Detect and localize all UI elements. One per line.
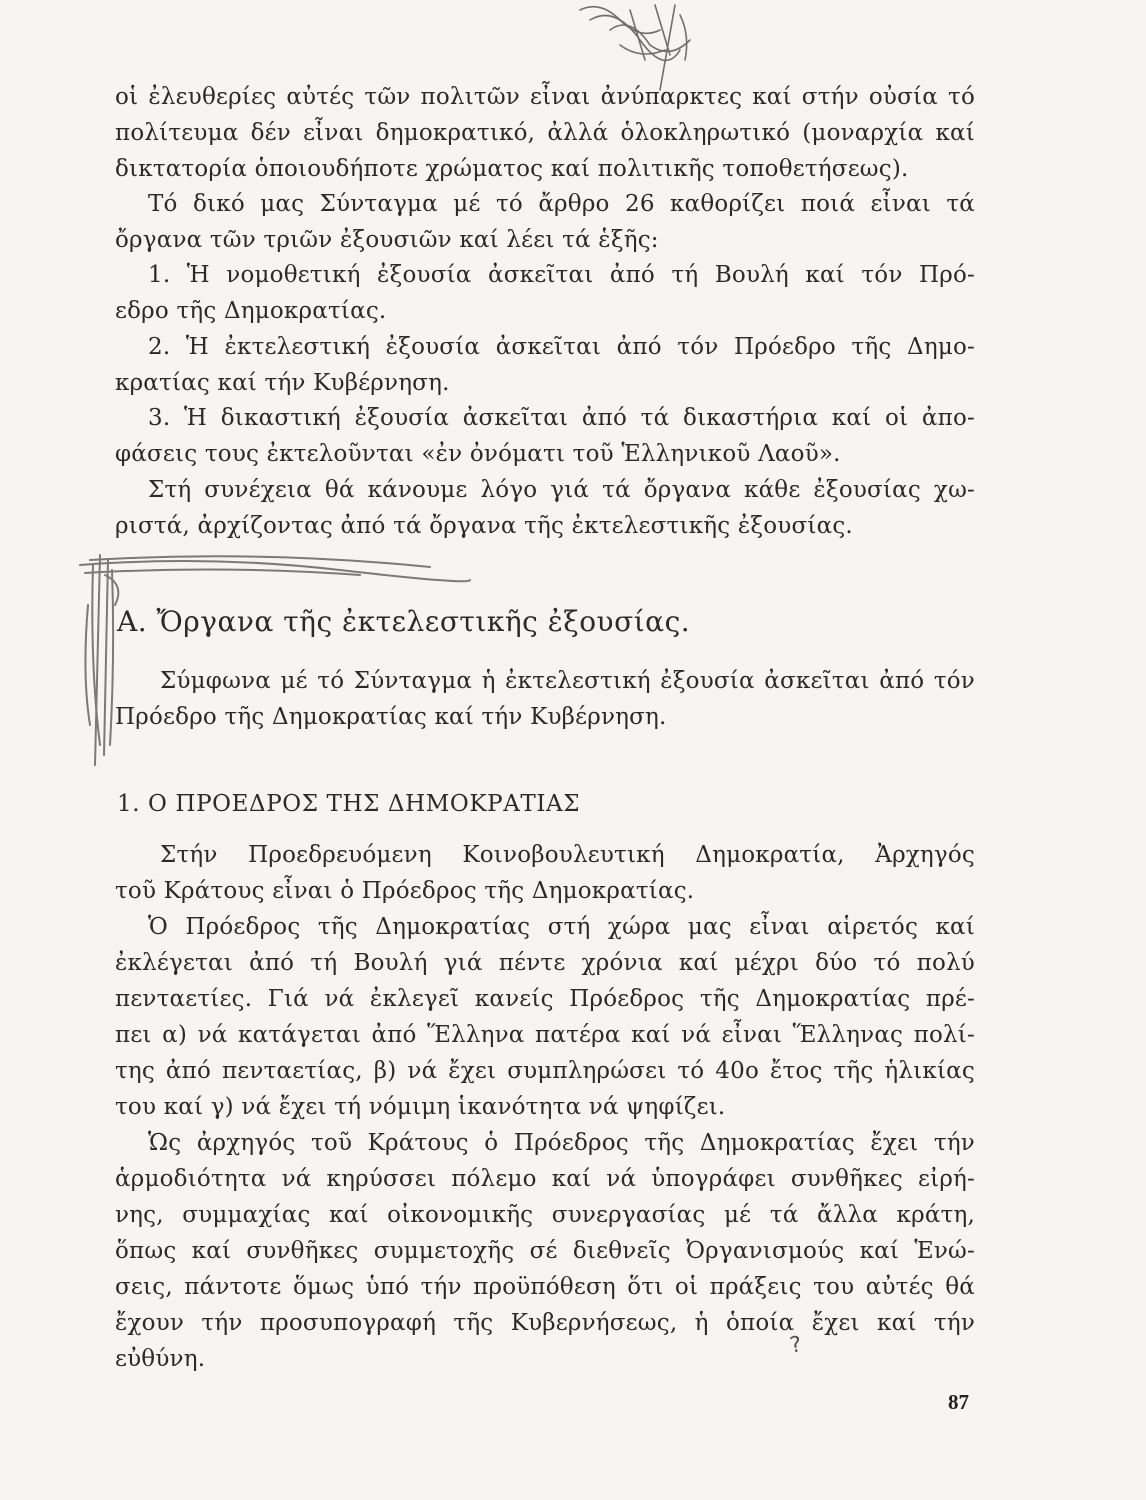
- text-line: Τό δικό μας Σύνταγμα μέ τό ἄρθρο 26 καθορίζει ποιά εἶναι τά: [148, 191, 975, 217]
- text-line: νης, συμμαχίας καί οἰκονομικῆς συνεργασίας μέ τά ἄλλα κράτη,: [115, 1202, 975, 1228]
- text-line: Πρόεδρο τῆς Δημοκρατίας καί τήν Κυβέρνηση.: [115, 704, 667, 730]
- text-line: σεις, πάντοτε ὅμως ὑπό τήν προϋπόθεση ὅτι οἱ πράξεις του αὐτές θά: [115, 1274, 975, 1300]
- section-a-title: Α. Ὄργανα τῆς ἐκτελεστικῆς ἐξουσίας.: [117, 605, 691, 638]
- list-item: 1. Ἡ νομοθετική ἐξουσία ἀσκεῖται ἀπό τή Βουλή καί τόν Πρό-: [148, 262, 975, 288]
- text-line: πολίτευμα δέν εἶναι δημοκρατικό, ἀλλά ὁλοκληρωτικό (μοναρχία καί: [115, 120, 975, 146]
- text-line: τοῦ Κράτους εἶναι ὁ Πρόεδρος τῆς Δημοκρατίας.: [115, 878, 695, 904]
- section-1-title: 1. Ο ΠΡΟΕΔΡΟΣ ΤΗΣ ΔΗΜΟΚΡΑΤΙΑΣ: [117, 791, 581, 817]
- pencil-question-mark: ?: [787, 1332, 804, 1359]
- page-number: 87: [948, 1390, 969, 1414]
- text-line: δικτατορία ὁποιουδήποτε χρώματος καί πολιτικῆς τοποθετήσεως).: [115, 156, 909, 182]
- text-line: ἁρμοδιότητα νά κηρύσσει πόλεμο καί νά ὑπογράφει συνθῆκες εἰρή-: [115, 1166, 975, 1192]
- text-line: πενταετίες. Γιά νά ἐκλεγεῖ κανείς Πρόεδρος τῆς Δημοκρατίας πρέ-: [115, 986, 975, 1012]
- text-line: Ὁ Πρόεδρος τῆς Δημοκρατίας στή χώρα μας εἶναι αἱρετός καί: [148, 914, 975, 940]
- text-line: ἐκλέγεται ἀπό τή Βουλή γιά πέντε χρόνια καί μέχρι δύο τό πολύ: [115, 950, 975, 976]
- text-line: ἔχουν τήν προσυπογραφή τῆς Κυβερνήσεως, ἡ ὁποία ἔχει καί τήν: [115, 1310, 975, 1336]
- text-line: ριστά, ἀρχίζοντας ἀπό τά ὄργανα τῆς ἐκτελεστικῆς ἐξουσίας.: [115, 513, 853, 539]
- list-item-continuation: εδρο τῆς Δημοκρατίας.: [115, 298, 387, 324]
- text-line: Στή συνέχεια θά κάνουμε λόγο γιά τά ὄργανα κάθε ἐξουσίας χω-: [148, 477, 975, 503]
- list-item: 3. Ἡ δικαστική ἐξουσία ἀσκεῖται ἀπό τά δικαστήρια καί οἱ ἀπο-: [148, 405, 975, 431]
- list-item-continuation: κρατίας καί τήν Κυβέρνηση.: [115, 370, 450, 396]
- pencil-margin-bracket: [60, 545, 490, 775]
- text-line: πει α) νά κατάγεται ἀπό Ἕλληνα πατέρα καί νά εἶναι Ἕλληνας πολί-: [115, 1022, 975, 1048]
- text-line: οἱ ἐλευθερίες αὐτές τῶν πολιτῶν εἶναι ἀνύπαρκτες καί στήν οὐσία τό: [115, 84, 975, 110]
- text-line: Στήν Προεδρευόμενη Κοινοβουλευτική Δημοκρατία, Ἀρχηγός: [160, 842, 975, 868]
- text-line: Σύμφωνα μέ τό Σύνταγμα ἡ ἐκτελεστική ἐξουσία ἀσκεῖται ἀπό τόν: [160, 668, 975, 694]
- text-line: ὅπως καί συνθῆκες συμμετοχῆς σέ διεθνεῖς Ὀργανισμούς καί Ἑνώ-: [115, 1238, 975, 1264]
- text-line: του καί γ) νά ἔχει τή νόμιμη ἱκανότητα νά ψηφίζει.: [115, 1094, 726, 1120]
- text-line: Ὡς ἀρχηγός τοῦ Κράτους ὁ Πρόεδρος τῆς Δημοκρατίας ἔχει τήν: [148, 1130, 975, 1156]
- text-line: εὐθύνη.: [115, 1346, 206, 1372]
- text-line: της ἀπό πενταετίας, β) νά ἔχει συμπληρώσει τό 40ο ἔτος τῆς ἡλικίας: [115, 1058, 975, 1084]
- text-line: ὄργανα τῶν τριῶν ἐξουσιῶν καί λέει τά ἑξῆς:: [115, 227, 659, 253]
- list-item: 2. Ἡ ἐκτελεστική ἐξουσία ἀσκεῖται ἀπό τόν Πρόεδρο τῆς Δημο-: [148, 334, 975, 360]
- list-item-continuation: φάσεις τους ἐκτελοῦνται «ἐν ὀνόματι τοῦ Ἑλληνικοῦ Λαοῦ».: [115, 441, 841, 467]
